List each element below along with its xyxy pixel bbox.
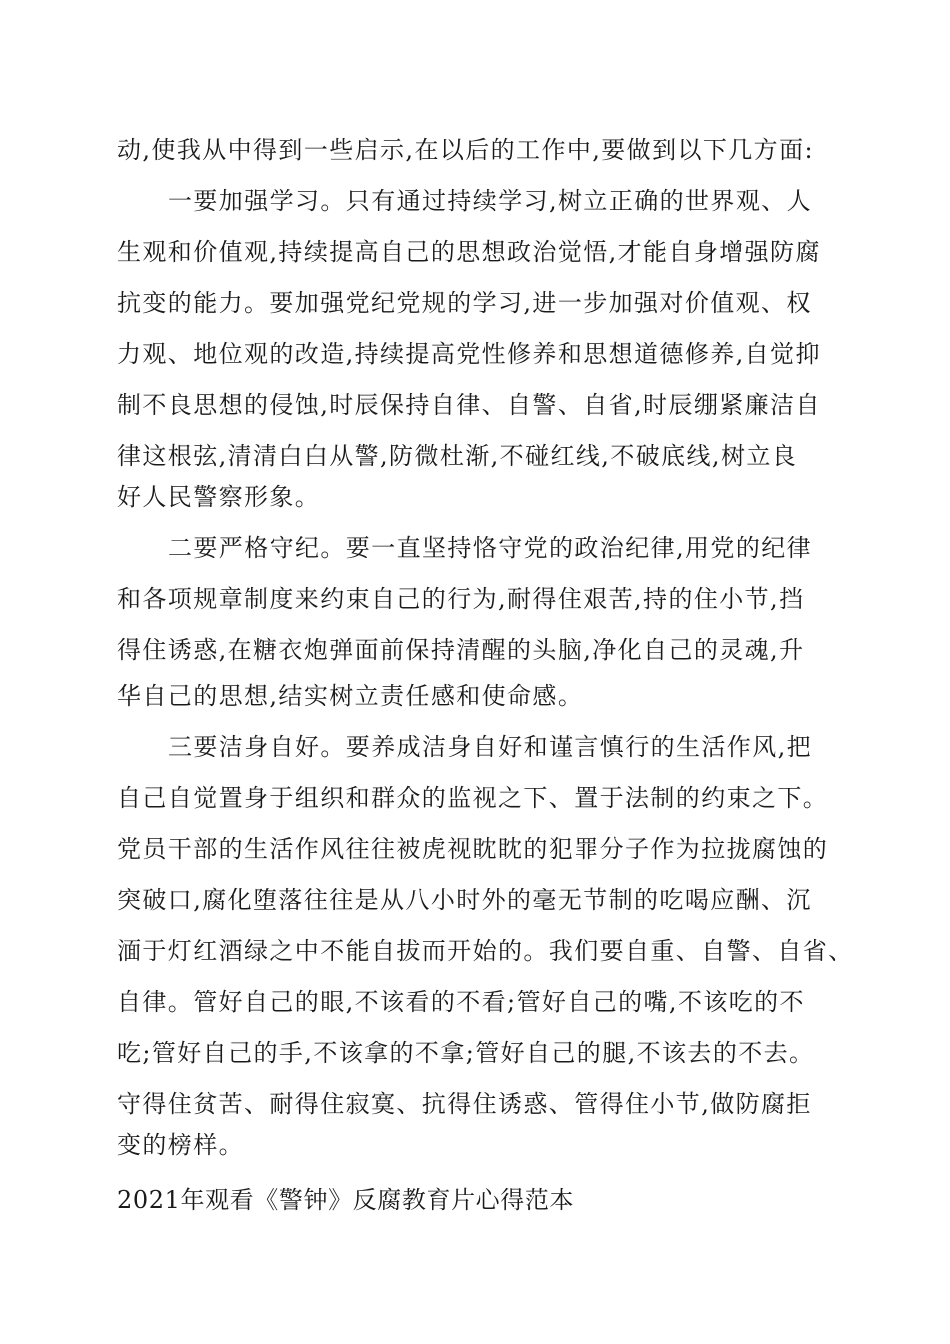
text-line: 制不良思想的侵蚀,时辰保持自律、自警、自省,时辰绷紧廉洁自	[117, 391, 821, 419]
text-line: 党员干部的生活作风往往被虎视眈眈的犯罪分子作为拉拢腐蚀的	[117, 835, 829, 863]
text-line: 自己自觉置身于组织和群众的监视之下、置于法制的约束之下。	[117, 784, 829, 812]
text-line: 变的榜样。	[117, 1131, 244, 1159]
text-line: 律这根弦,清清白白从警,防微杜渐,不碰红线,不破底线,树立良	[117, 442, 798, 470]
paragraph-start-line: 三要洁身自好。要养成洁身自好和谨言慎行的生活作风,把	[168, 733, 813, 761]
document-title-line: 2021年观看《警钟》反腐教育片心得范本	[117, 1186, 575, 1214]
text-line: 华自己的思想,结实树立责任感和使命感。	[117, 682, 584, 710]
text-line: 抗变的能力。要加强党纪党规的学习,进一步加强对价值观、权	[117, 289, 812, 317]
text-line: 得住诱惑,在糖衣炮弹面前保持清醒的头脑,净化自己的灵魂,升	[117, 636, 805, 664]
text-line: 和各项规章制度来约束自己的行为,耐得住艰苦,持的住小节,挡	[117, 585, 805, 613]
text-line: 生观和价值观,持续提高自己的思想政治觉悟,才能自身增强防腐	[117, 238, 821, 266]
text-line: 突破口,腐化堕落往往是从八小时外的毫无节制的吃喝应酬、沉	[117, 886, 812, 914]
text-line: 湎于灯红酒绿之中不能自拔而开始的。我们要自重、自警、自省、	[117, 937, 854, 965]
text-line: 动,使我从中得到一些启示,在以后的工作中,要做到以下几方面:	[117, 136, 814, 164]
text-line: 守得住贫苦、耐得住寂寞、抗得住诱惑、管得住小节,做防腐拒	[117, 1090, 812, 1118]
paragraph-start-line: 二要严格守纪。要一直坚持恪守党的政治纪律,用党的纪律	[168, 534, 813, 562]
text-line: 自律。管好自己的眼,不该看的不看;管好自己的嘴,不该吃的不	[117, 988, 805, 1016]
text-line: 好人民警察形象。	[117, 483, 321, 511]
text-line: 吃;管好自己的手,不该拿的不拿;管好自己的腿,不该去的不去。	[117, 1039, 815, 1067]
text-line: 力观、地位观的改造,持续提高党性修养和思想道德修养,自觉抑	[117, 340, 821, 368]
paragraph-start-line: 一要加强学习。只有通过持续学习,树立正确的世界观、人	[168, 187, 813, 215]
